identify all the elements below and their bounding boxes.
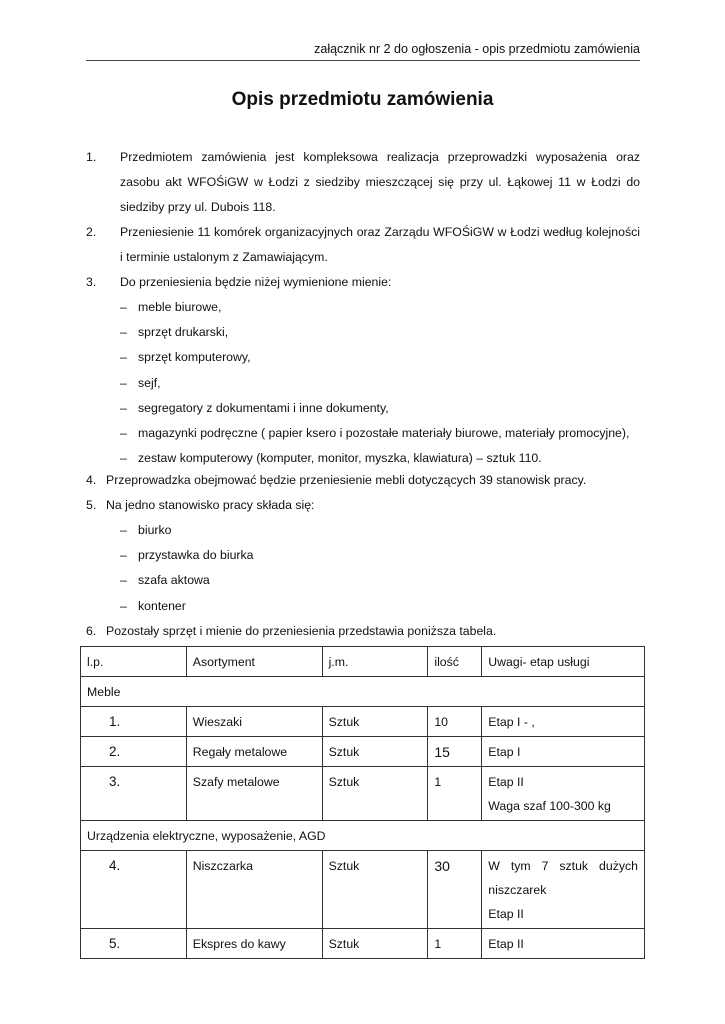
list-text: Na jedno stanowisko pracy składa się: (106, 498, 315, 512)
list-item-5 (86, 493, 640, 518)
list-item-4 (86, 468, 640, 493)
header-cell: ilość (428, 647, 482, 677)
header-cell: Asortyment (186, 647, 322, 677)
list-text: Do przeniesienia będzie niżej wymienione mienie: (120, 275, 392, 289)
row-number: 5. (81, 929, 187, 959)
row-number: 1. (81, 707, 187, 737)
table-row (81, 767, 645, 821)
bullet-item: – biurko (86, 518, 640, 543)
row-name: Szafy metalowe (186, 767, 322, 821)
section-row (81, 821, 645, 851)
bullet-item: – sejf, (86, 371, 640, 396)
dash-icon: – (120, 598, 127, 613)
numbered-list-part-2 (86, 468, 640, 644)
bullet-item: – segregatory z dokumentami i inne dokumenty, (86, 396, 640, 421)
row-quantity: 30 (428, 851, 482, 929)
header-divider (86, 60, 640, 61)
row-unit: Sztuk (322, 707, 428, 737)
bullet-item: – przystawka do biurka (86, 543, 640, 568)
dash-icon: – (120, 350, 127, 365)
list-item-1 (86, 145, 640, 220)
list-text: Przeniesienie 11 komórek organizacyjnych oraz Zarządu WFOŚiGW w Łodzi według kolejności i terminie ustalonym z Zamawiającym. (120, 225, 640, 264)
row-quantity: 1 (428, 929, 482, 959)
page-header: załącznik nr 2 do ogłoszenia - opis przedmiotu zamówienia (314, 42, 640, 56)
row-unit: Sztuk (322, 851, 428, 929)
list-number: 5. (86, 498, 97, 512)
table-row (81, 707, 645, 737)
row-name: Niszczarka (186, 851, 322, 929)
row-name: Ekspres do kawy (186, 929, 322, 959)
row-notes: W tym 7 sztuk dużych niszczarek Etap II (482, 851, 645, 929)
list-number: 3. (86, 275, 97, 289)
row-number: 3. (81, 767, 187, 821)
bullet-item: – sprzęt drukarski, (86, 320, 640, 345)
dash-icon: – (120, 451, 127, 466)
row-unit: Sztuk (322, 737, 428, 767)
header-cell: Uwagi- etap usługi (482, 647, 645, 677)
inventory-table (80, 646, 645, 959)
list-text: Przeprowadzka obejmować będzie przeniesienie mebli dotyczących 39 stanowisk pracy. (106, 473, 587, 487)
dash-icon: – (120, 573, 127, 588)
row-quantity: 15 (428, 737, 482, 767)
table-header-row (81, 647, 645, 677)
section-label: Meble (81, 677, 645, 707)
dash-icon: – (120, 325, 127, 340)
bullet-item: – kontener (86, 594, 640, 619)
dash-icon: – (120, 523, 127, 537)
dash-icon: – (120, 548, 127, 563)
list-number: 1. (86, 150, 97, 164)
dash-icon: – (120, 426, 127, 441)
row-unit: Sztuk (322, 929, 428, 959)
list-item-6 (86, 619, 640, 644)
bullet-item: – sprzęt komputerowy, (86, 345, 640, 370)
row-name: Regały metalowe (186, 737, 322, 767)
dash-icon: – (120, 375, 127, 390)
row-number: 2. (81, 737, 187, 767)
row-name: Wieszaki (186, 707, 322, 737)
list-item-3 (86, 270, 640, 295)
section-label: Urządzenia elektryczne, wyposażenie, AGD (81, 821, 645, 851)
list-number: 4. (86, 473, 97, 487)
document-title: Opis przedmiotu zamówienia (231, 89, 494, 110)
row-notes: Etap I - , (482, 707, 645, 737)
row-quantity: 10 (428, 707, 482, 737)
list-text: Przedmiotem zamówienia jest kompleksowa realizacja przeprowadzki wyposażenia oraz zasobu akt WFOŚiGW w Łodzi z siedziby mieszczącej się przy ul. Łąkowej 11 w Łodzi do siedziby przy ul. Dubois 118. (120, 150, 640, 214)
bullet-item: – szafa aktowa (86, 568, 640, 593)
list-text: Pozostały sprzęt i mienie do przeniesienia przedstawia poniższa tabela. (106, 623, 497, 638)
list-item-2 (86, 220, 640, 270)
header-cell: j.m. (322, 647, 428, 677)
row-unit: Sztuk (322, 767, 428, 821)
row-number: 4. (81, 851, 187, 929)
table-row (81, 929, 645, 959)
bullet-item: – magazynki podręczne ( papier ksero i pozostałe materiały biurowe, materiały promocyjne), (86, 421, 640, 446)
bullet-list-3 (86, 295, 640, 471)
row-notes: Etap II Waga szaf 100-300 kg (482, 767, 645, 821)
list-number: 6. (86, 623, 97, 638)
section-row (81, 677, 645, 707)
dash-icon: – (120, 300, 127, 314)
dash-icon: – (120, 400, 127, 415)
header-cell: l.p. (81, 647, 187, 677)
table-row (81, 737, 645, 767)
bullet-item: – zestaw komputerowy (komputer, monitor, myszka, klawiatura) – sztuk 110. (86, 446, 640, 471)
row-quantity: 1 (428, 767, 482, 821)
table-row (81, 851, 645, 929)
bullet-item: – meble biurowe, (86, 295, 640, 320)
numbered-list-part-1 (86, 145, 640, 471)
list-number: 2. (86, 225, 97, 239)
row-notes: Etap II (482, 929, 645, 959)
row-notes: Etap I (482, 737, 645, 767)
bullet-list-5 (86, 518, 640, 619)
